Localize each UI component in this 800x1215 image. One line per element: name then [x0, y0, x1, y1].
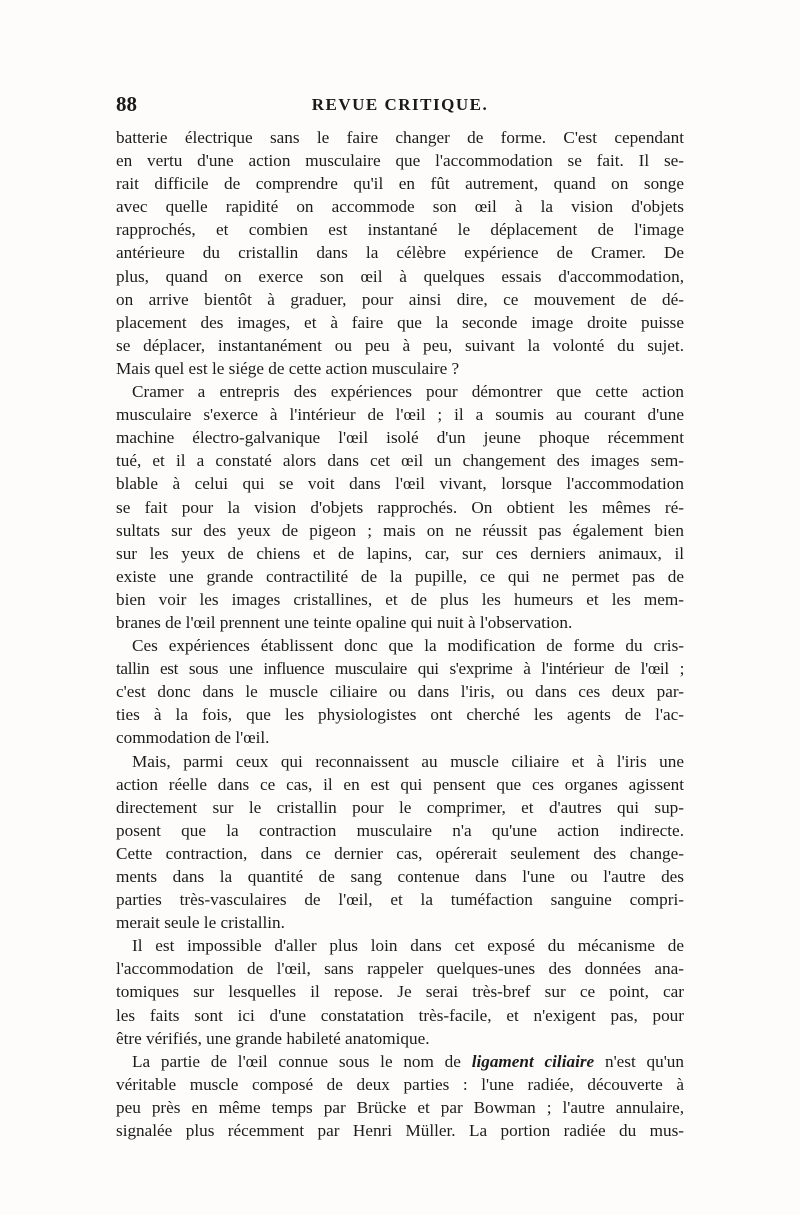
- text-line: placement des images, et à faire que la seconde image droite puisse: [116, 312, 684, 332]
- text-line: directement sur le cristallin pour le comprimer, et d'autres qui sup-: [116, 797, 684, 817]
- body-text: [116, 126, 684, 1142]
- text-line: les faits sont ici d'une constatation très-facile, et n'exigent pas, pour: [116, 1005, 684, 1025]
- text-line: rapprochés, et combien est instantané le déplacement de l'image: [116, 220, 684, 240]
- text-line: blable à celui qui se voit dans l'œil vivant, lorsque l'accommodation: [116, 474, 684, 494]
- text-line: machine électro-galvanique l'œil isolé d'un jeune phoque récemment: [116, 428, 684, 448]
- text-line: Cette contraction, dans ce dernier cas, opérerait seulement des change-: [116, 843, 684, 863]
- text-line: branes de l'œil prennent une teinte opaline qui nuit à l'observation.: [116, 612, 573, 632]
- text-line: on arrive bientôt à graduer, pour ainsi dire, ce mouvement de dé-: [116, 289, 684, 309]
- text-line: tomiques sur lesquelles il repose. Je serai très-bref sur ce point, car: [116, 982, 684, 1002]
- page-header: [116, 92, 684, 120]
- text-line: [116, 1050, 684, 1073]
- text-line: commodation de l'œil.: [116, 728, 270, 748]
- text-line: rait difficile de comprendre qu'il en fût autrement, quand on songe: [116, 174, 684, 194]
- text-line: parties très-vasculaires de l'œil, et la tuméfaction sanguine compri-: [116, 890, 684, 910]
- text-line: Il est impossible d'aller plus loin dans cet exposé du mécanisme de: [132, 936, 684, 956]
- text-segment: n'est qu'un: [604, 1051, 684, 1071]
- text-line: se fait pour la vision d'objets rapprochés. On obtient les mêmes ré-: [116, 497, 684, 517]
- italic-term: ligament ciliaire: [471, 1051, 595, 1071]
- text-line: peu près en même temps par Brücke et par Bowman ; l'autre annulaire,: [116, 1097, 684, 1117]
- text-line: c'est donc dans le muscle ciliaire ou dans l'iris, ou dans ces deux par-: [116, 682, 684, 702]
- text-line: se déplacer, instantanément ou peu à peu, suivant la volonté du sujet.: [116, 335, 684, 355]
- text-line: plus, quand on exerce son œil à quelques essais d'accommodation,: [116, 266, 684, 286]
- text-line: batterie électrique sans le faire changer de forme. C'est cependant: [116, 128, 684, 147]
- text-line: antérieure du cristallin dans la célèbre expérience de Cramer. De: [116, 243, 684, 263]
- text-line: existe une grande contractilité de la pupille, ce qui ne permet pas de: [116, 566, 684, 586]
- text-line: ties à la fois, que les physiologistes ont cherché les agents de l'ac-: [116, 705, 684, 725]
- text-line: musculaire s'exerce à l'intérieur de l'œil ; il a soumis au courant d'une: [116, 405, 684, 425]
- text-segment: La partie de l'œil connue sous le nom de: [132, 1051, 461, 1071]
- text-line: Ces expériences établissent donc que la modification de forme du cris-: [132, 636, 684, 656]
- text-line: sultats sur des yeux de pigeon ; mais on ne réussit pas également bien: [116, 520, 684, 540]
- text-line: véritable muscle composé de deux parties : l'une radiée, découverte à: [116, 1074, 684, 1094]
- text-line: sur les yeux de chiens et de lapins, car, sur ces derniers animaux, il: [116, 543, 684, 563]
- text-line: signalée plus récemment par Henri Müller. La portion radiée du mus-: [116, 1121, 684, 1141]
- text-line: Cramer a entrepris des expériences pour démontrer que cette action: [132, 382, 684, 402]
- text-line: Mais quel est le siége de cette action musculaire ?: [116, 358, 460, 378]
- text-line: merait seule le cristallin.: [116, 913, 285, 933]
- text-line: Mais, parmi ceux qui reconnaissent au muscle ciliaire et à l'iris une: [132, 751, 684, 771]
- text-line: l'accommodation de l'œil, sans rappeler quelques-unes des données ana-: [116, 959, 684, 979]
- text-line: avec quelle rapidité on accommode son œil à la vision d'objets: [116, 197, 684, 217]
- page-number: 88: [116, 92, 137, 116]
- text-line: tué, et il a constaté alors dans cet œil un changement des images sem-: [116, 451, 684, 471]
- text-line: ments dans la quantité de sang contenue dans l'une ou l'autre des: [116, 867, 684, 886]
- text-line: posent que la contraction musculaire n'a qu'une action indirecte.: [116, 820, 684, 840]
- text-line: bien voir les images cristallines, et de plus les humeurs et les mem-: [116, 589, 684, 609]
- text-line: action réelle dans ce cas, il en est qui pensent que ces organes agissent: [116, 774, 684, 794]
- running-title: REVUE CRITIQUE.: [311, 95, 489, 114]
- text-line: être vérifiés, une grande habileté anatomique.: [116, 1028, 430, 1048]
- text-line: tallin est sous une influence musculaire qui s'exprime à l'intérieur de l'œil ;: [116, 659, 684, 679]
- text-line: en vertu d'une action musculaire que l'accommodation se fait. Il se-: [116, 151, 684, 171]
